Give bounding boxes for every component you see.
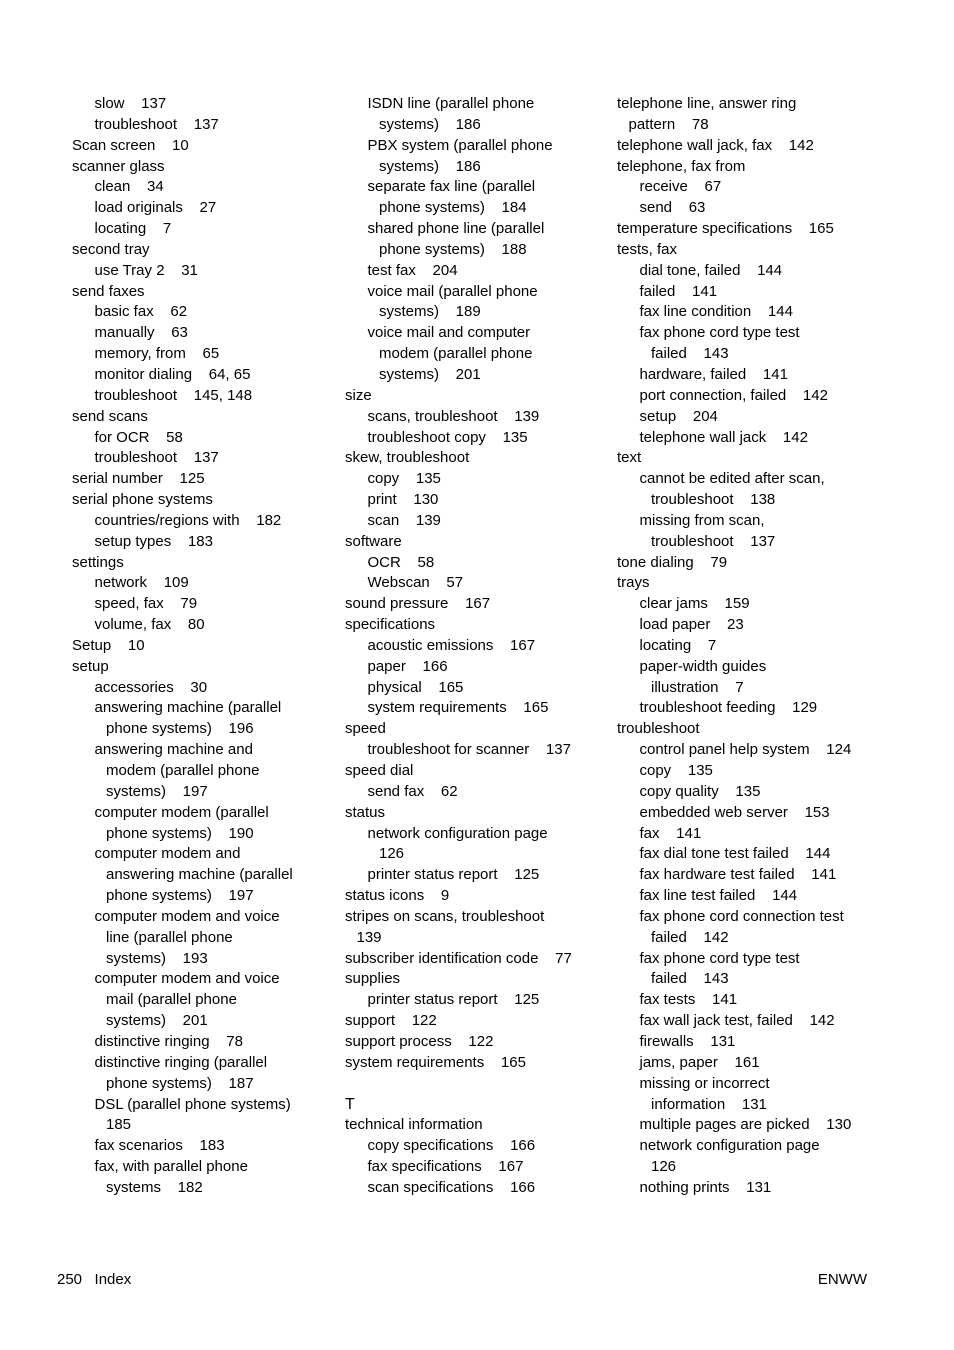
index-subentry: modem (parallel phone (106, 762, 260, 779)
index-subentry: clean 34 (94, 178, 164, 196)
index-entry: technical information (345, 1116, 483, 1134)
index-subentry: computer modem and voice (94, 907, 280, 925)
index-entry: send scans (72, 407, 148, 425)
index-subentry: mail (parallel phone (106, 991, 237, 1009)
index-entry: tone dialing 79 (617, 553, 728, 571)
index-subentry: phone systems) 190 (106, 824, 254, 842)
index-subentry: answering machine and (94, 741, 253, 759)
index-subentry: volume, fax 80 (94, 616, 205, 634)
index-subentry: fax phone cord type test (639, 324, 800, 342)
section-title: Index (94, 1271, 132, 1288)
index-entry: settings (72, 553, 124, 571)
index-subentry: pattern 78 (628, 115, 709, 133)
index-subentry: fax specifications 167 (367, 1158, 524, 1176)
index-subentry: acoustic emissions 167 (367, 636, 536, 654)
index-subentry: monitor dialing 64, 65 (94, 365, 251, 383)
index-entry: stripes on scans, troubleshoot (345, 907, 545, 925)
index-subentry: printer status report 125 (367, 991, 540, 1009)
index-subentry: fax hardware test failed 141 (639, 866, 837, 884)
index-subentry: voice mail (parallel phone (367, 282, 538, 300)
index-subentry: illustration 7 (651, 678, 744, 696)
index-entry: skew, troubleshoot (345, 449, 470, 467)
index-subentry: for OCR 58 (94, 428, 183, 446)
index-subentry: modem (parallel phone (379, 345, 533, 363)
index-entry: text (617, 449, 642, 467)
index-subentry: failed 142 (651, 928, 729, 946)
index-entry: telephone wall jack, fax 142 (617, 136, 814, 154)
index-entry: sound pressure 167 (345, 595, 491, 613)
index-subentry: systems) 197 (106, 782, 208, 800)
index-subentry: scans, troubleshoot 139 (367, 407, 540, 425)
index-subentry: failed 143 (651, 970, 729, 988)
index-subentry: ISDN line (parallel phone (367, 95, 535, 112)
index-subentry: send 63 (639, 199, 706, 217)
index-entry: specifications (345, 616, 436, 634)
index-subentry: 139 (356, 928, 382, 946)
index-column-3 (617, 94, 877, 1199)
index-subentry: cannot be edited after scan, (639, 470, 825, 488)
index-subentry: copy specifications 166 (367, 1137, 536, 1155)
index-subentry: distinctive ringing 78 (94, 1032, 243, 1050)
index-subentry: distinctive ringing (parallel (94, 1053, 268, 1071)
index-subentry: fax, with parallel phone (94, 1158, 248, 1176)
index-subentry: phone systems) 184 (379, 199, 527, 217)
index-subentry: fax tests 141 (639, 991, 738, 1009)
index-subentry: fax 141 (639, 824, 702, 842)
index-subentry: setup types 183 (94, 532, 213, 550)
index-entry: speed (345, 720, 386, 738)
index-subentry: DSL (parallel phone systems) (94, 1095, 291, 1113)
index-entry: troubleshoot (617, 720, 700, 738)
index-subentry: copy 135 (639, 762, 713, 779)
index-subentry: computer modem and (94, 845, 241, 863)
index-entry: status (345, 803, 386, 821)
index-subentry: print 130 (367, 491, 439, 509)
index-subentry: basic fax 62 (94, 303, 188, 321)
index-subentry: multiple pages are picked 130 (639, 1116, 852, 1134)
index-subentry: accessories 30 (94, 678, 208, 696)
index-subentry: port connection, failed 142 (639, 386, 828, 404)
index-subentry: fax dial tone test failed 144 (639, 845, 831, 863)
index-subentry: network configuration page (639, 1137, 820, 1155)
index-subentry: countries/regions with 182 (94, 511, 282, 529)
index-subentry: dial tone, failed 144 (639, 261, 783, 279)
index-subentry: locating 7 (639, 636, 717, 654)
index-subentry: Webscan 57 (367, 574, 464, 592)
index-subentry: systems 182 (106, 1178, 203, 1196)
index-subentry: load originals 27 (94, 199, 217, 217)
index-subentry: locating 7 (94, 220, 172, 238)
index-subentry: troubleshoot 137 (94, 115, 219, 133)
index-subentry: phone systems) 188 (379, 240, 527, 258)
index-subentry: troubleshoot feeding 129 (639, 699, 818, 717)
index-subentry: phone systems) 196 (106, 720, 254, 738)
index-subentry: paper-width guides (639, 657, 767, 675)
index-subentry: network configuration page (367, 824, 548, 842)
index-subentry: scan specifications 166 (367, 1178, 536, 1196)
index-entry: tests, fax (617, 240, 678, 258)
index-subentry: fax scenarios 183 (94, 1137, 225, 1155)
index-subentry: embedded web server 153 (639, 803, 830, 821)
index-subentry: copy 135 (367, 470, 441, 488)
index-entry: Setup 10 (72, 636, 145, 654)
index-entry: serial phone systems (72, 491, 213, 509)
index-subentry: send fax 62 (367, 782, 458, 800)
index-subentry: systems) 201 (106, 1012, 208, 1030)
index-subentry: network 109 (94, 574, 189, 592)
index-subentry: jams, paper 161 (639, 1053, 760, 1071)
blank-spacer (345, 1074, 600, 1095)
index-subentry: shared phone line (parallel (367, 220, 545, 238)
index-entry: serial number 125 (72, 470, 205, 488)
index-entry: subscriber identification code 77 (345, 949, 572, 967)
index-subentry: fax phone cord connection test (639, 907, 844, 925)
index-subentry: setup 204 (639, 407, 718, 425)
index-subentry: manually 63 (94, 324, 188, 342)
index-subentry: troubleshoot for scanner 137 (367, 741, 571, 759)
index-subentry: scan 139 (367, 511, 441, 529)
index-entry: size (345, 386, 372, 404)
index-entry: support process 122 (345, 1032, 494, 1050)
index-subentry: PBX system (parallel phone (367, 136, 553, 154)
index-subentry: line (parallel phone (106, 928, 233, 946)
index-column-1 (72, 94, 327, 1199)
index-subentry: systems) 193 (106, 949, 208, 967)
index-subentry: nothing prints 131 (639, 1178, 772, 1196)
index-subentry: voice mail and computer (367, 324, 531, 342)
index-entry: supplies (345, 970, 401, 988)
index-subentry: system requirements 165 (367, 699, 549, 717)
index-subentry: phone systems) 187 (106, 1074, 254, 1092)
index-subentry: use Tray 2 31 (94, 261, 198, 279)
index-entry: status icons 9 (345, 887, 450, 905)
index-entry: setup (72, 657, 109, 675)
index-subentry: computer modem (parallel (94, 803, 269, 821)
index-subentry: hardware, failed 141 (639, 365, 788, 383)
index-subentry: missing or incorrect (639, 1074, 770, 1092)
index-subentry: troubleshoot copy 135 (367, 428, 528, 446)
index-subentry: systems) 186 (379, 157, 481, 175)
index-subentry: answering machine (parallel (94, 699, 282, 717)
index-subentry: fax wall jack test, failed 142 (639, 1012, 835, 1030)
footer-left (57, 1270, 131, 1290)
index-subentry: load paper 23 (639, 616, 744, 634)
index-subentry: troubleshoot 145, 148 (94, 386, 253, 404)
index-subentry: clear jams 159 (639, 595, 750, 613)
index-subentry: answering machine (parallel (106, 866, 293, 884)
index-entry: software (345, 532, 402, 550)
index-entry: send faxes (72, 282, 145, 300)
index-subentry: failed 141 (639, 282, 718, 300)
index-subentry: troubleshoot 137 (651, 532, 776, 550)
index-entry: support 122 (345, 1012, 437, 1030)
index-subentry: OCR 58 (367, 553, 435, 571)
index-subentry: 185 (106, 1116, 132, 1134)
index-subentry: systems) 201 (379, 365, 481, 383)
index-subentry: memory, from 65 (94, 345, 220, 363)
index-subentry: physical 165 (367, 678, 464, 696)
index-subentry: copy quality 135 (639, 782, 761, 800)
index-subentry: fax line condition 144 (639, 303, 793, 321)
index-subentry: fax line test failed 144 (639, 887, 798, 905)
index-subentry: troubleshoot 137 (94, 449, 219, 467)
index-subentry: systems) 186 (379, 115, 481, 133)
index-subentry: slow 137 (94, 95, 167, 112)
index-subentry: 126 (379, 845, 405, 863)
page-number: 250 (57, 1271, 83, 1288)
index-entry: telephone, fax from (617, 157, 746, 175)
index-entry: system requirements 165 (345, 1053, 526, 1071)
index-subentry: failed 143 (651, 345, 729, 363)
index-subentry: firewalls 131 (639, 1032, 736, 1050)
index-subentry: missing from scan, (639, 511, 765, 529)
index-subentry: information 131 (651, 1095, 767, 1113)
index-entry: speed dial (345, 762, 414, 779)
index-subentry: systems) 189 (379, 303, 481, 321)
footer-right: ENWW (817, 1271, 867, 1288)
index-subentry: 126 (651, 1158, 677, 1176)
index-subentry: control panel help system 124 (639, 741, 852, 759)
index-subentry: printer status report 125 (367, 866, 540, 884)
index-subentry: telephone wall jack 142 (639, 428, 808, 446)
index-entry: telephone line, answer ring (617, 95, 797, 112)
index-entry: temperature specifications 165 (617, 220, 834, 238)
index-subentry: computer modem and voice (94, 970, 280, 988)
index-subentry: separate fax line (parallel (367, 178, 536, 196)
index-subentry: fax phone cord type test (639, 949, 800, 967)
index-column-2 (345, 94, 600, 1199)
index-subentry: test fax 204 (367, 261, 458, 279)
index-entry: second tray (72, 240, 150, 258)
index-subentry: receive 67 (639, 178, 722, 196)
index-subentry: phone systems) 197 (106, 887, 254, 905)
index-entry: Scan screen 10 (72, 136, 189, 154)
index-subentry: troubleshoot 138 (651, 491, 776, 509)
index-subentry: paper 166 (367, 657, 448, 675)
index-entry: scanner glass (72, 157, 165, 175)
index-entry: trays (617, 574, 650, 592)
index-subentry: speed, fax 79 (94, 595, 198, 613)
index-letter-heading: T (345, 1095, 355, 1113)
